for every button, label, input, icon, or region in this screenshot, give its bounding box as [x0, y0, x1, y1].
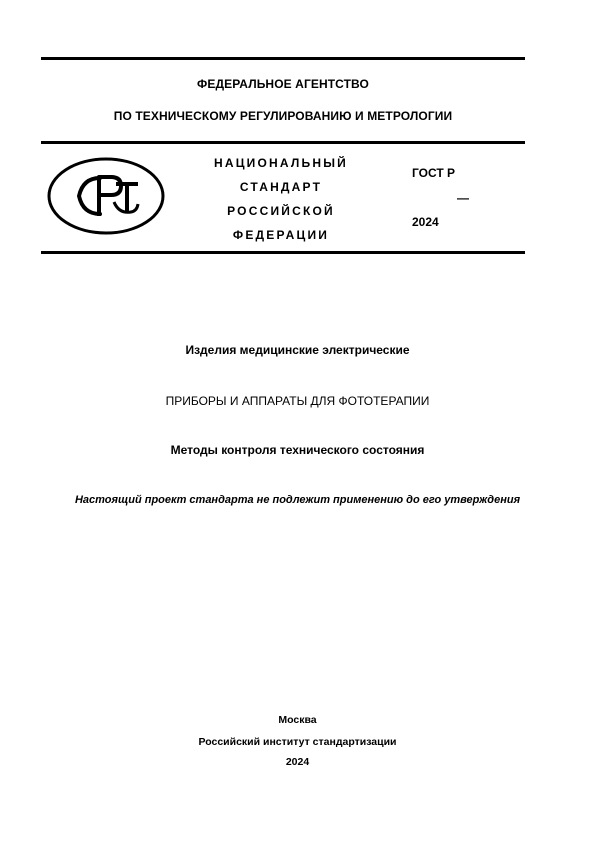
- publication-year: 2024: [285, 756, 310, 768]
- document-subject: Изделия медицинские электрические: [185, 343, 410, 357]
- header-divider-rule: [41, 141, 525, 144]
- publisher-name: Российский институт стандартизации: [198, 736, 397, 748]
- national-standard-line-4: ФЕДЕРАЦИИ: [232, 228, 330, 242]
- national-standard-line-3: РОССИЙСКОЙ: [227, 204, 335, 218]
- header-bottom-rule: [41, 251, 525, 254]
- standard-year: 2024: [412, 215, 439, 229]
- document-subtitle: Методы контроля технического состояния: [170, 443, 425, 457]
- top-rule: [41, 57, 525, 60]
- draft-note: Настоящий проект стандарта не подлежит применению до его утверждения: [74, 494, 521, 506]
- standard-number-dash: —: [457, 191, 469, 205]
- publication-city: Москва: [278, 714, 317, 726]
- national-standard-line-1: НАЦИОНАЛЬНЫЙ: [213, 156, 349, 170]
- agency-name-line-1: ФЕДЕРАЛЬНОЕ АГЕНТСТВО: [197, 77, 369, 91]
- gost-label: ГОСТ Р: [412, 166, 456, 180]
- rst-certification-mark-icon: [47, 156, 165, 236]
- agency-name-line-2: ПО ТЕХНИЧЕСКОМУ РЕГУЛИРОВАНИЮ И МЕТРОЛОГИИ: [113, 109, 453, 123]
- national-standard-line-2: СТАНДАРТ: [239, 180, 323, 194]
- document-main-title: ПРИБОРЫ И АППАРАТЫ ДЛЯ ФОТОТЕРАПИИ: [165, 394, 430, 408]
